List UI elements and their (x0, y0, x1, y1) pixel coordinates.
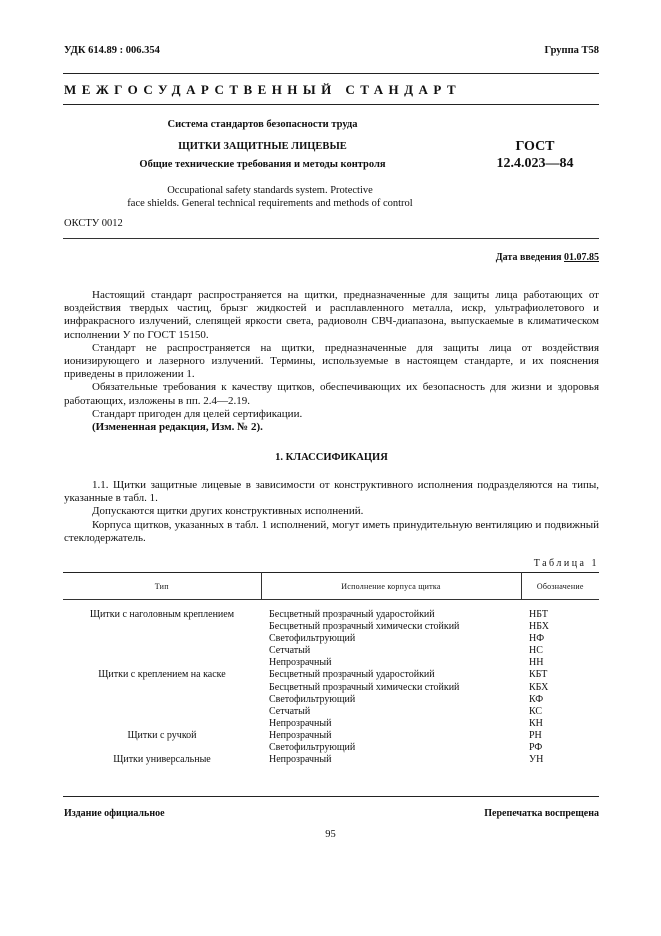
table-row (63, 682, 599, 694)
section-paragraph: 1.1. Щитки защитные лицевые в зависимости от конструктивного исполнения подразделяются на типы, указанные в табл. 1. (64, 479, 599, 505)
table-row (63, 645, 599, 657)
intro-date (496, 252, 599, 263)
table-body (63, 600, 599, 767)
section-heading-classification: 1. КЛАССИФИКАЦИЯ (275, 452, 388, 463)
table-row (63, 657, 599, 669)
cell-code: КБТ (529, 669, 548, 681)
cell-code: НБХ (529, 621, 549, 633)
cell-type (63, 694, 261, 706)
cell-code: НН (529, 657, 544, 669)
cell-variant: Светофильтрующий (269, 693, 356, 705)
system-title: Система стандартов безопасности труда (167, 119, 358, 130)
section-paragraph: Корпуса щитков, указанных в табл. 1 исполнений, могут иметь принудительную вентиляцию и подвижный стеклодержатель. (64, 518, 599, 544)
table-row (63, 742, 599, 754)
english-title-line-2: face shields. General technical requirements and methods of control (127, 198, 413, 209)
cell-variant: Бесцветный прозрачный химически стойкий (269, 681, 460, 693)
top-rule (63, 73, 599, 74)
classification-table (63, 572, 599, 766)
group-code: Группа Т58 (544, 45, 599, 56)
cell-type (63, 645, 261, 657)
cell-variant: Бесцветный прозрачный химически стойкий (269, 621, 460, 633)
table-header-row (63, 573, 599, 600)
cell-code: РФ (529, 742, 543, 754)
cell-type (63, 621, 261, 633)
cell-variant: Непрозрачный (269, 729, 332, 741)
cell-code: УН (529, 754, 544, 766)
english-title-line-1: Occupational safety standards system. Protective (167, 185, 373, 196)
gost-label: ГОСТ (515, 139, 555, 154)
footer-rule (63, 796, 599, 797)
cell-variant: Непрозрачный (269, 657, 332, 669)
gost-number: 12.4.023—84 (496, 156, 574, 171)
table-row (63, 633, 599, 645)
cell-code: КФ (529, 693, 544, 705)
intro-section (64, 289, 599, 434)
cell-code: НБТ (529, 609, 548, 620)
table-row (63, 600, 599, 622)
reprint-prohibited-label: Перепечатка воспрещена (484, 808, 599, 819)
header-code: Обозначение (521, 573, 599, 600)
cell-type: Щитки с креплением на каске (98, 669, 226, 681)
cell-code: КН (529, 717, 543, 729)
cell-variant: Непрозрачный (269, 754, 332, 766)
table-row (63, 754, 599, 766)
table-row (63, 718, 599, 730)
cell-type (63, 718, 261, 730)
cell-variant: Непрозрачный (269, 717, 332, 729)
cell-variant: Светофильтрующий (269, 742, 356, 754)
cell-variant: Бесцветный прозрачный ударостойкий (269, 609, 435, 620)
cell-code: КС (529, 705, 543, 717)
banner-rule (63, 104, 599, 105)
intro-paragraph: Стандарт пригоден для целей сертификации. (92, 407, 303, 420)
cell-variant: Бесцветный прозрачный ударостойкий (269, 669, 435, 681)
cell-type: Щитки с ручкой (127, 729, 197, 741)
cell-type: Щитки с наголовным креплением (89, 609, 235, 620)
intro-paragraph: Стандарт не распространяется на щитки, предназначенные для защиты лица от воздействия ионизирующего и лазерного излучений. Термины, используемые в настоящем стандарте, и их пояснения приведены в приложении 1. (64, 341, 599, 381)
intro-date-value: 01.07.85 (564, 252, 599, 263)
cell-type (63, 742, 261, 754)
cell-variant: Светофильтрующий (269, 633, 356, 645)
cell-code: НС (529, 645, 543, 657)
header-variant: Исполнение корпуса щитка (261, 573, 521, 600)
table-row (63, 694, 599, 706)
cell-type (63, 706, 261, 718)
cell-type (63, 682, 261, 694)
cell-code: КБХ (529, 681, 549, 693)
cell-variant: Сетчатый (269, 645, 311, 657)
intro-date-label: Дата введения (495, 252, 564, 263)
cell-code: НФ (529, 633, 545, 645)
cell-type (63, 633, 261, 645)
standard-banner: МЕЖГОСУДАРСТВЕННЫЙ СТАНДАРТ (64, 82, 462, 97)
official-edition-label: Издание официальное (64, 808, 165, 819)
table-row (63, 730, 599, 742)
intro-paragraph: Обязательные требования к качеству щитков, обеспечивающих их безопасность для жизни и здоровья работающих, изложены в пп. 2.4—2.19. (64, 381, 599, 407)
cell-type (63, 657, 261, 669)
okstu-rule (63, 238, 599, 239)
table-row (63, 621, 599, 633)
header-type: Тип (63, 573, 261, 600)
table-row (63, 706, 599, 718)
cell-variant: Сетчатый (269, 705, 311, 717)
intro-amendment: (Измененная редакция, Изм. № 2). (92, 421, 263, 434)
okstu-code: ОКСТУ 0012 (64, 218, 123, 229)
table-row (63, 669, 599, 681)
gost-block (480, 138, 590, 172)
document-title: ЩИТКИ ЗАЩИТНЫЕ ЛИЦЕВЫЕ (178, 141, 347, 152)
udk-code: УДК 614.89 : 006.354 (64, 45, 160, 56)
cell-code: РН (529, 729, 542, 741)
page-number: 95 (325, 829, 336, 840)
classification-section (64, 479, 599, 545)
cell-type: Щитки универсальные (113, 754, 211, 766)
section-paragraph: Допускаются щитки других конструктивных исполнений. (92, 505, 364, 518)
intro-paragraph: Настоящий стандарт распространяется на щитки, предназначенные для защиты лица работающих от воздействия твердых частиц, брызг жидкостей и расплавленного металла, искр, ультрафиолетового и инфракрасного излучений, слепящей яркости света, радиоволн СВЧ-диапазона, выпускаемые в климатическом исполнении У по ГОСТ 15150. (64, 289, 599, 341)
document-subtitle: Общие технические требования и методы контроля (139, 159, 386, 170)
table-caption: Таблица 1 (533, 558, 599, 569)
english-title (120, 184, 420, 210)
